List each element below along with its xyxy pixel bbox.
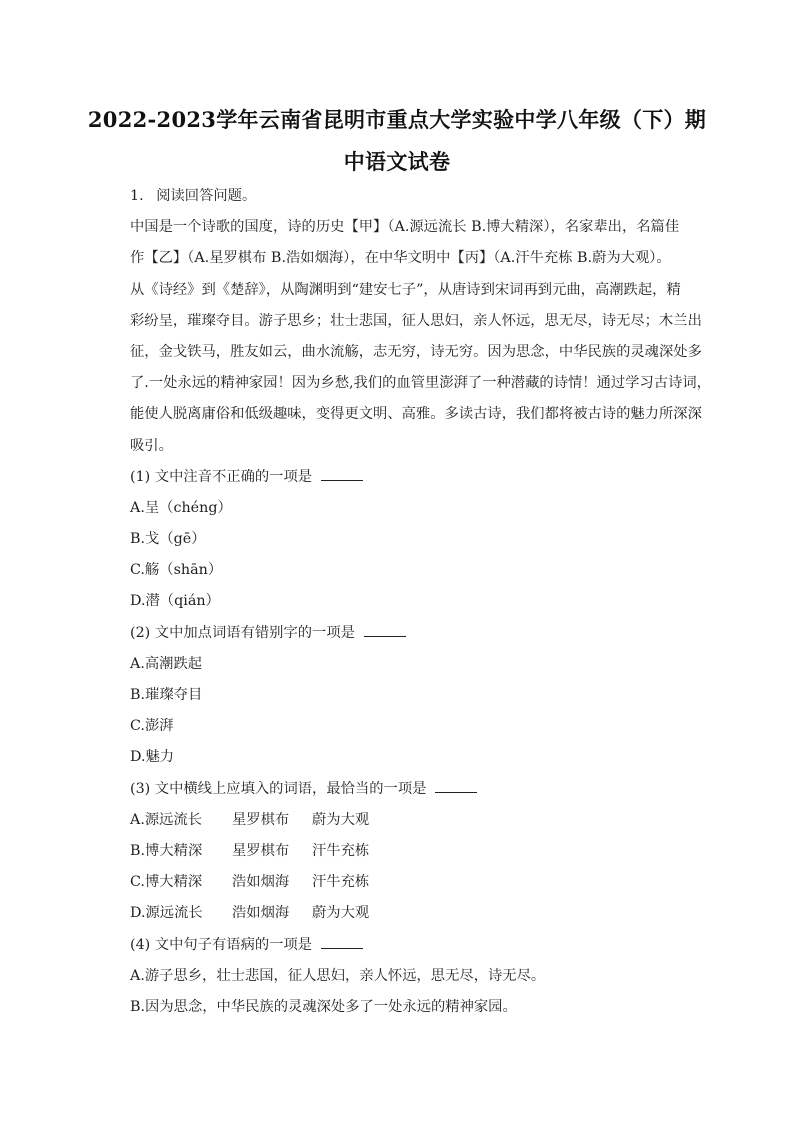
passage-line: 征，金戈铁马，胜友如云，曲水流觞，志无穷，诗无穷。因为思念，中华民族的灵魂深处多	[130, 343, 702, 360]
option-item: A.高潮跌起	[130, 655, 203, 672]
answer-blank[interactable]	[321, 934, 363, 949]
passage-line: 彩纷呈，璀璨夺目。游子思乡；壮士悲国，征人思妇，亲人怀远，思无尽，诗无尽；木兰出	[130, 312, 702, 329]
page-title-line-2: 中语文试卷	[343, 149, 451, 174]
passage-line: 作【乙】（A.星罗棋布 B.浩如烟海），在中华文明中【丙】（A.汗牛充栋 B.蔚为大观）。	[130, 250, 671, 267]
question-prompt: 阅读回答问题。	[156, 188, 257, 204]
passage-line: 吸引。	[130, 437, 173, 454]
sub-question-2-stem: (2) 文中加点词语有错别字的一项是	[130, 624, 355, 641]
question-header	[130, 184, 700, 215]
option-row	[130, 839, 700, 870]
option-cell: C.博大精深	[130, 874, 203, 891]
option-cell: 星罗棋布	[232, 811, 290, 828]
option-cell: 蔚为大观	[312, 811, 370, 828]
option-item: D.魅力	[130, 749, 175, 766]
passage-line: 从《诗经》到《楚辞》，从陶渊明到“建安七子”，从唐诗到宋词再到元曲，高潮跌起，精	[130, 281, 681, 298]
reading-passage	[130, 215, 711, 465]
option-item: B.璀璨夺目	[130, 687, 203, 703]
sub-question-stem	[130, 465, 700, 496]
sub-question-stem	[130, 933, 700, 964]
option-item: B.因为思念，中华民族的灵魂深处多了一处永远的精神家园。	[130, 998, 517, 1015]
option-cell: 汗牛充栋	[312, 874, 370, 891]
option-row	[130, 870, 700, 901]
option-item: A.游子思乡，壮士悲国，征人思妇，亲人怀远，思无尽，诗无尽。	[130, 967, 546, 984]
option-item: B.戈（gē）	[130, 531, 206, 548]
answer-blank[interactable]	[321, 466, 363, 481]
sub-question-4-stem: (4) 文中句子有语病的一项是	[130, 936, 313, 953]
option-cell: A.源远流长	[130, 811, 203, 828]
option-item: A.呈（chéng）	[130, 499, 232, 516]
page-title-line-1: 2022-2023学年云南省昆明市重点大学实验中学八年级（下）期	[87, 107, 707, 132]
option-item: D.潜（qián）	[130, 593, 220, 610]
option-cell: 蔚为大观	[312, 905, 370, 922]
answer-blank[interactable]	[364, 622, 406, 637]
question-number: 1.	[130, 188, 144, 204]
sub-question-stem	[130, 621, 700, 652]
option-row	[130, 901, 700, 932]
passage-line: 能使人脱离庸俗和低级趣味，变得更文明、高雅。多读古诗，我们都将被古诗的魅力所深深	[130, 406, 702, 423]
option-cell: 星罗棋布	[232, 842, 290, 859]
sub-question-3-stem: (3) 文中横线上应填入的词语，最恰当的一项是	[130, 780, 427, 797]
option-cell: D.源远流长	[130, 905, 203, 922]
passage-line: 了.一处永远的精神家园！因为乡愁,我们的血管里澎湃了一种潜藏的诗情！通过学习古诗词，	[130, 375, 711, 392]
answer-blank[interactable]	[435, 778, 477, 793]
option-cell: 汗牛充栋	[312, 842, 370, 859]
option-cell: B.博大精深	[130, 842, 203, 859]
option-cell: 浩如烟海	[232, 905, 290, 922]
option-cell: 浩如烟海	[232, 874, 290, 891]
option-row	[130, 808, 700, 839]
option-item: C.澎湃	[130, 718, 174, 735]
passage-line: 中国是一个诗歌的国度，诗的历史【甲】（A.源远流长 B.博大精深），名家辈出，名篇佳	[130, 219, 680, 236]
sub-question-stem	[130, 777, 700, 808]
sub-question-1-stem: (1) 文中注音不正确的一项是	[130, 468, 313, 485]
question-content	[130, 184, 711, 1026]
option-item: C.觞（shān）	[130, 562, 223, 579]
